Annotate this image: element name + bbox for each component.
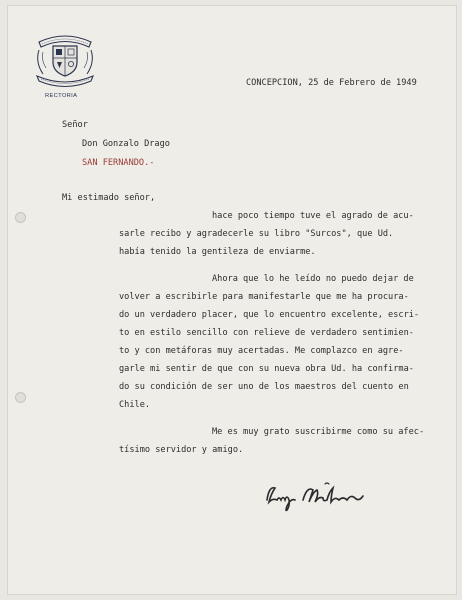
handwritten-signature xyxy=(263,478,383,514)
body-line: hace poco tiempo tuve el agrado de acu- xyxy=(212,211,414,221)
punch-hole-top xyxy=(15,212,26,223)
body-line: garle mi sentir de que con su nueva obra Ud. ha confirma- xyxy=(119,364,414,374)
body-line: volver a escribirle para manifestarle que me ha procura- xyxy=(119,292,409,302)
body-line: to en estilo sencillo con relieve de verdadero sentimien- xyxy=(119,328,414,338)
addressee-name: Don Gonzalo Drago xyxy=(82,139,170,149)
date-line: CONCEPCION, 25 de Febrero de 1949 xyxy=(246,78,417,88)
body-line: había tenido la gentileza de enviarme. xyxy=(119,247,316,257)
letterhead-office: RECTORIA xyxy=(45,93,78,99)
body-line: Chile. xyxy=(119,400,151,410)
body-line: sarle recibo y agradecerle su libro "Surcos", que Ud. xyxy=(119,229,394,239)
greeting: Mi estimado señor, xyxy=(62,193,156,203)
body-line: Ahora que lo he leído no puedo dejar de xyxy=(212,274,414,284)
closing-line: tísimo servidor y amigo. xyxy=(119,445,244,455)
university-seal-icon xyxy=(33,28,97,90)
addressee-title: Señor xyxy=(62,120,88,130)
body-line: to y con metáforas muy acertadas. Me complazco en agre- xyxy=(119,346,404,356)
addressee-city: SAN FERNANDO.- xyxy=(82,158,155,168)
letter-sheet xyxy=(8,6,456,594)
body-line: do su condición de ser uno de los maestros del cuento en xyxy=(119,382,409,392)
punch-hole-bottom xyxy=(15,392,26,403)
closing-line: Me es muy grato suscribirme como su afec- xyxy=(212,427,425,437)
body-line: do un verdadero placer, que lo encuentro excelente, escri- xyxy=(119,310,420,320)
